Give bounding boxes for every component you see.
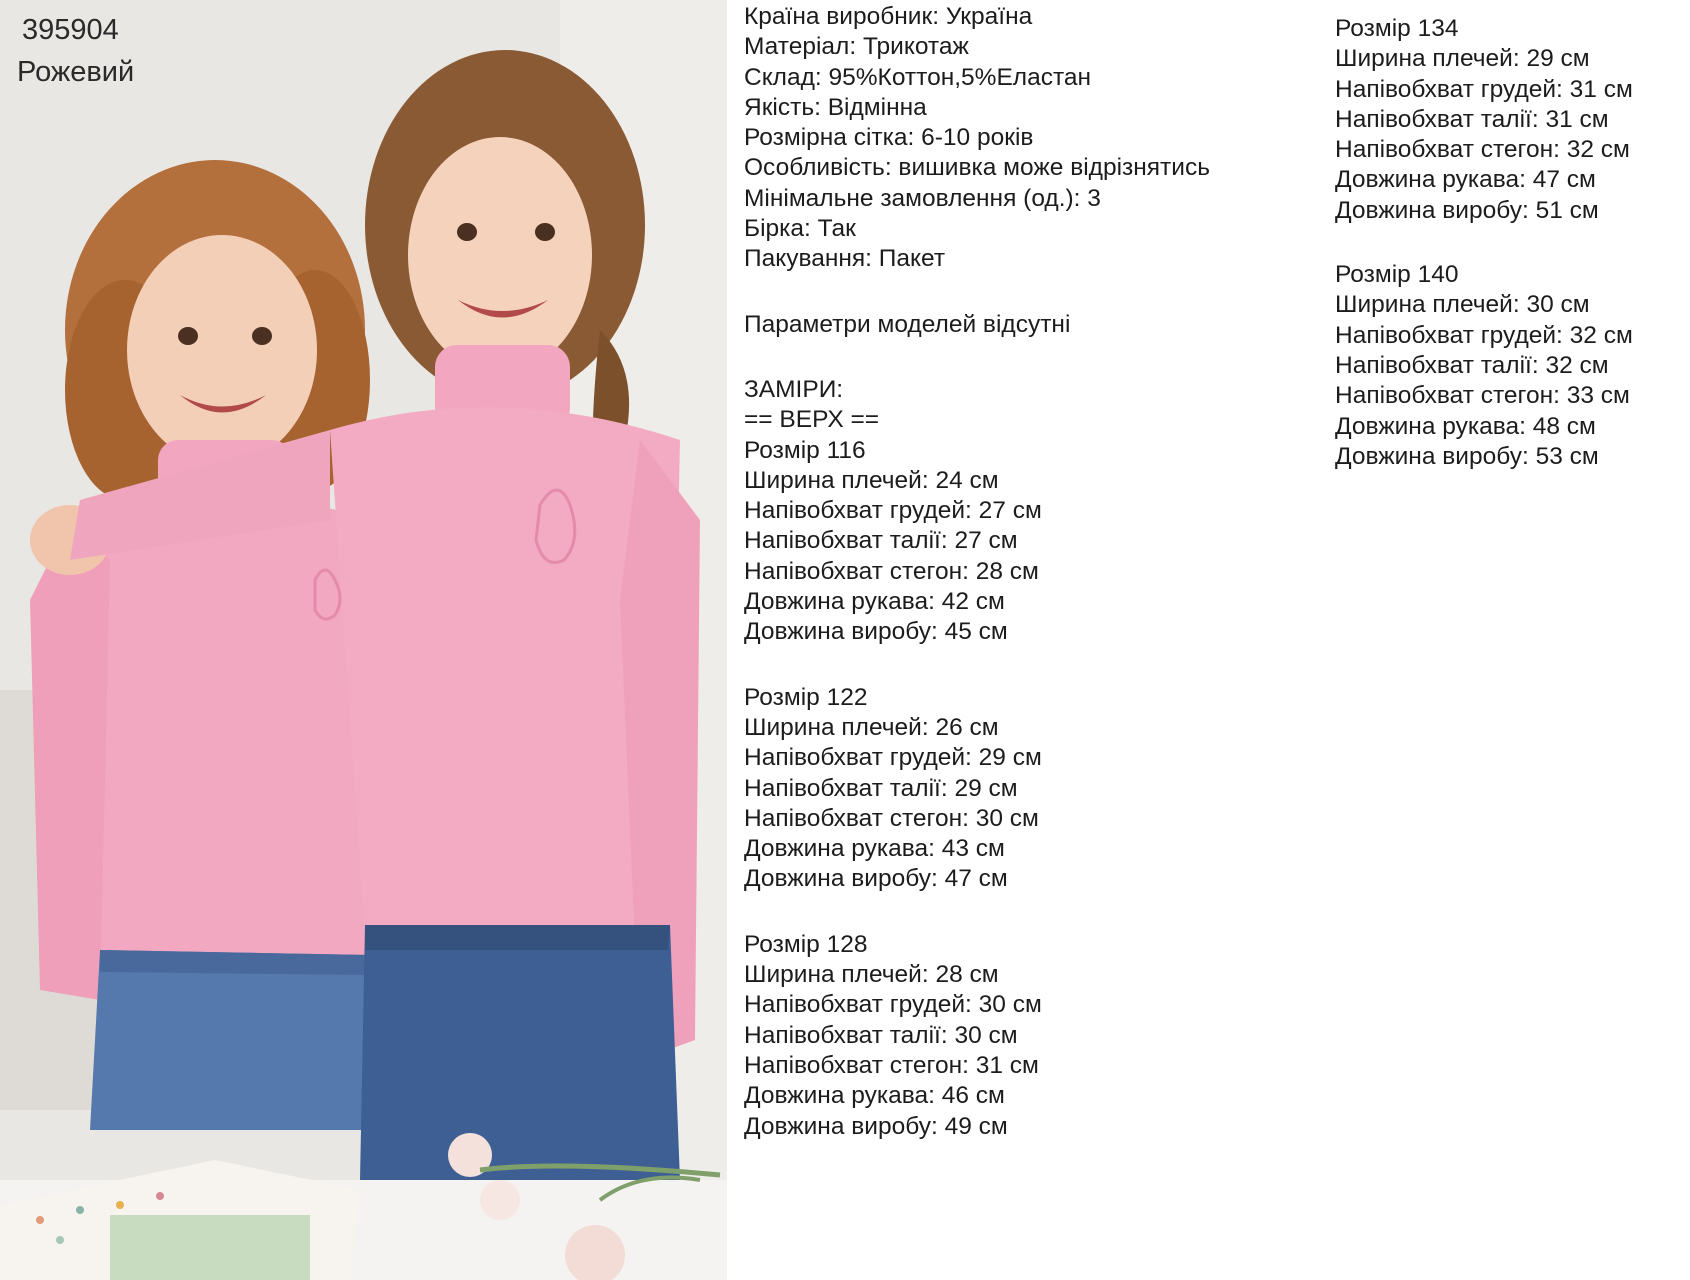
product-color-name: Рожевий	[17, 56, 135, 88]
size-measurement: Напівобхват талії: 30 см	[744, 1021, 1018, 1049]
size-measurement: Напівобхват талії: 32 см	[1335, 351, 1609, 379]
spec-material: Матеріал: Трикотаж	[744, 33, 969, 61]
measurements-heading: ЗАМІРИ:	[744, 375, 844, 403]
spec-feature: Особливість: вишивка може відрізнятись	[744, 154, 1210, 182]
size-measurement: Довжина виробу: 49 см	[744, 1112, 1008, 1140]
size-measurement: Довжина рукава: 47 см	[1335, 166, 1596, 194]
size-measurement: Довжина виробу: 51 см	[1335, 196, 1599, 224]
size-measurement: Напівобхват стегон: 28 см	[744, 557, 1039, 585]
size-measurement: Напівобхват талії: 27 см	[744, 527, 1018, 555]
product-photo	[0, 0, 727, 1280]
size-measurement: Ширина плечей: 29 см	[1335, 45, 1590, 73]
size-title: Розмір 140	[1335, 261, 1459, 289]
size-title: Розмір 128	[744, 930, 868, 958]
size-measurement: Напівобхват грудей: 30 см	[744, 991, 1042, 1019]
size-measurement: Напівобхват талії: 29 см	[744, 774, 1018, 802]
size-measurement: Довжина виробу: 47 см	[744, 865, 1008, 893]
size-measurement: Довжина рукава: 48 см	[1335, 412, 1596, 440]
size-measurement: Напівобхват стегон: 30 см	[744, 804, 1039, 832]
size-title: Розмір 134	[1335, 15, 1459, 42]
product-details-column	[744, 2, 1210, 1142]
size-measurement: Напівобхват талії: 31 см	[1335, 105, 1609, 133]
size-measurement: Ширина плечей: 26 см	[744, 713, 999, 741]
size-measurement: Довжина виробу: 45 см	[744, 618, 1008, 646]
size-measurement: Напівобхват грудей: 32 см	[1335, 321, 1633, 349]
size-measurement: Напівобхват грудей: 27 см	[744, 497, 1042, 525]
size-measurement: Довжина виробу: 53 см	[1335, 442, 1599, 470]
size-measurement: Напівобхват стегон: 31 см	[744, 1051, 1039, 1079]
spec-quality: Якість: Відмінна	[744, 93, 927, 121]
spec-size-range: Розмірна сітка: 6-10 років	[744, 124, 1034, 152]
size-title: Розмір 122	[744, 683, 868, 711]
model-params-note: Параметри моделей відсутні	[744, 310, 1071, 338]
size-measurement: Ширина плечей: 28 см	[744, 961, 999, 989]
spec-tag: Бірка: Так	[744, 215, 856, 243]
size-chart-column	[1335, 14, 1633, 472]
size-title: Розмір 116	[744, 436, 866, 464]
size-measurement: Довжина рукава: 46 см	[744, 1082, 1005, 1110]
spec-country: Країна виробник: Україна	[744, 3, 1033, 30]
spec-composition: Склад: 95%Коттон,5%Еластан	[744, 63, 1092, 91]
size-measurement: Напівобхват грудей: 31 см	[1335, 75, 1633, 103]
size-measurement: Довжина рукава: 43 см	[744, 835, 1005, 863]
size-measurement: Довжина рукава: 42 см	[744, 588, 1005, 616]
size-measurement: Напівобхват стегон: 32 см	[1335, 136, 1630, 164]
size-measurement: Напівобхват стегон: 33 см	[1335, 382, 1630, 410]
spec-packaging: Пакування: Пакет	[744, 245, 946, 273]
spec-min-order: Мінімальне замовлення (од.): 3	[744, 184, 1101, 212]
children-in-pink-turtlenecks-illustration	[0, 0, 727, 1280]
product-sku: 395904	[22, 14, 119, 46]
top-section-heading: == ВЕРХ ==	[744, 406, 880, 434]
size-measurement: Ширина плечей: 30 см	[1335, 291, 1590, 319]
size-measurement: Ширина плечей: 24 см	[744, 466, 999, 494]
size-measurement: Напівобхват грудей: 29 см	[744, 744, 1042, 772]
